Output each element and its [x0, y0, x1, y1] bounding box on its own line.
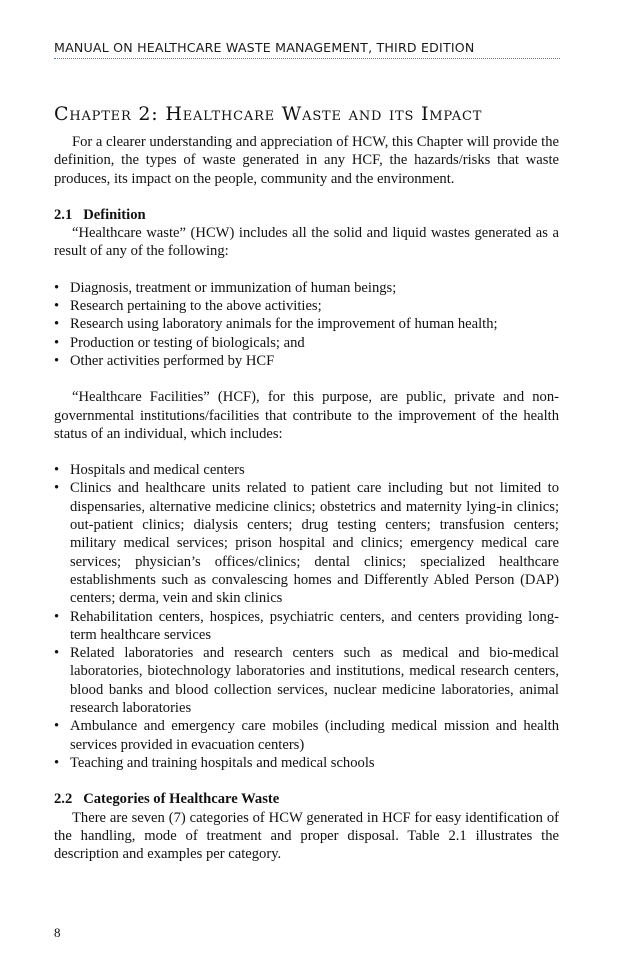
- chapter-intro-paragraph: For a clearer understanding and appreciation of HCW, this Chapter will provide the definition, the types of waste generated in any HCF, the hazards/risks that waste produces, its impact on the people, community and the environment.: [54, 134, 559, 187]
- section-title: Definition: [83, 206, 146, 223]
- definition-paragraph: “Healthcare waste” (HCW) includes all the solid and liquid wastes generated as a result of any of the following:: [54, 225, 559, 260]
- list-item: • Related laboratories and research centers such as medical and bio-medical laboratories, biotechnology laboratories and institutions, medical research centers, blood banks and blood collection services, nuclear medicine laboratories, animal research laboratories: [54, 645, 559, 717]
- bullet-icon: •: [54, 279, 60, 296]
- bullet-icon: •: [54, 352, 60, 369]
- bullet-icon: •: [54, 334, 60, 351]
- list-item: • Teaching and training hospitals and medical schools: [54, 754, 375, 771]
- body-text: [54, 133, 559, 863]
- bullet-icon: •: [54, 645, 60, 662]
- categories-paragraph: There are seven (7) categories of HCW generated in HCF for easy identification of the handling, mode of treatment and proper disposal. Table 2.1 illustrates the description and examples per category.: [54, 809, 559, 863]
- section-number: 2.1: [54, 206, 73, 223]
- page-number: 8: [54, 925, 61, 940]
- section-2-1-heading: [54, 206, 559, 224]
- bullet-icon: •: [54, 298, 60, 315]
- bullet-icon: •: [54, 480, 60, 497]
- chapter-title: Chapter 2: Healthcare Waste and its Impact: [54, 102, 483, 125]
- header-dotted-rule: [54, 58, 560, 59]
- running-header: MANUAL ON HEALTHCARE WASTE MANAGEMENT, THIRD EDITION: [54, 40, 475, 55]
- bullet-icon: •: [54, 608, 60, 625]
- list-item: • Production or testing of biologicals; and: [54, 334, 305, 351]
- list-item: • Research pertaining to the above activities;: [54, 298, 322, 315]
- list-item: • Research using laboratory animals for the improvement of human health;: [54, 316, 498, 333]
- facilities-paragraph: “Healthcare Facilities” (HCF), for this purpose, are public, private and non-governmental institutions/facilities that contribute to the improvement of the health status of an individual, which includes:: [54, 389, 559, 442]
- facilities-list: [54, 461, 559, 772]
- hcw-sources-list: [54, 279, 559, 370]
- list-item: • Clinics and healthcare units related to patient care including but not limited to dispensaries, alternative medicine clinics; obstetrics and maternity lying-in clinics; out-patient clinics; dialysis centers; drug testing centers; transfusion centers; military medical services; prison hospital and clinics; emergency medical care services; physician’s offices/clinics; dental clinics; specialized healthcare establishments such as convalescing homes and Differently Abled Person (DAP) centers; derma, vein and skin clinics: [54, 480, 559, 607]
- list-item: • Diagnosis, treatment or immunization of human beings;: [54, 279, 397, 296]
- bullet-icon: •: [54, 462, 60, 479]
- list-item: • Ambulance and emergency care mobiles (including medical mission and health services provided in evacuation centers): [54, 718, 559, 753]
- section-2-2-heading: [54, 790, 559, 808]
- list-item: • Hospitals and medical centers: [54, 462, 245, 479]
- section-number: 2.2: [54, 791, 73, 808]
- bullet-icon: •: [54, 316, 60, 333]
- bullet-icon: •: [54, 754, 60, 771]
- list-item: • Rehabilitation centers, hospices, psychiatric centers, and centers providing long-term healthcare services: [54, 608, 559, 643]
- section-title: Categories of Healthcare Waste: [83, 791, 280, 808]
- bullet-icon: •: [54, 718, 60, 735]
- list-item: • Other activities performed by HCF: [54, 352, 275, 369]
